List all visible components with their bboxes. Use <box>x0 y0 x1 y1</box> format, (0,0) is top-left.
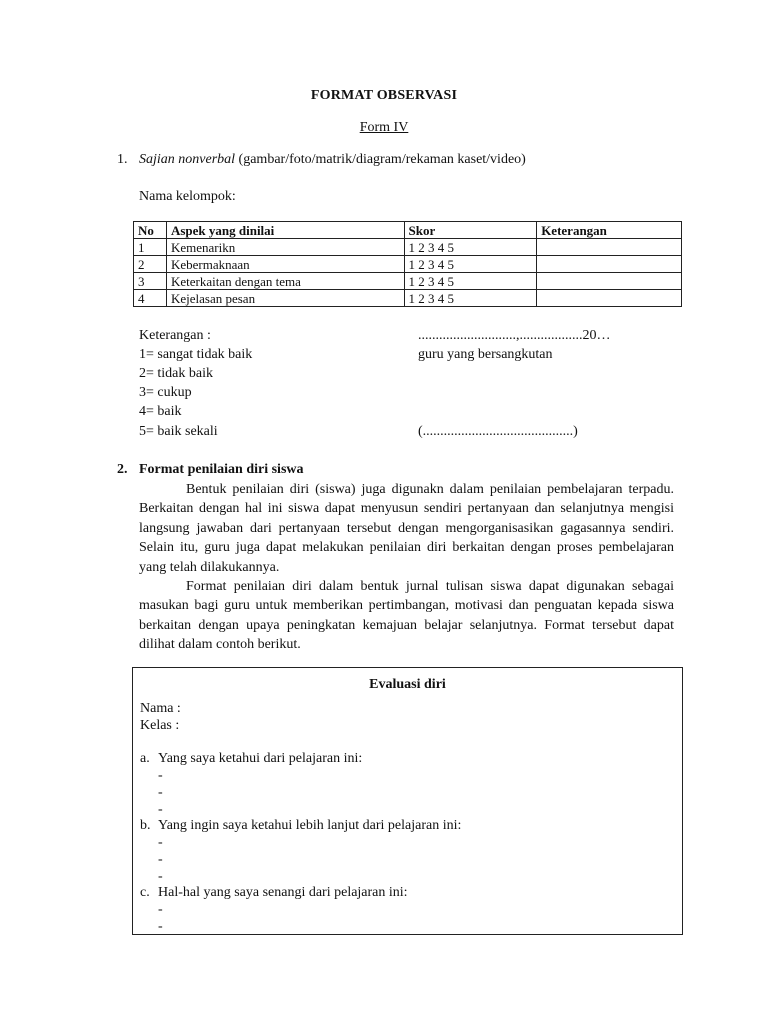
self-evaluation-box <box>132 667 683 935</box>
table-row <box>134 273 682 290</box>
date-line: ............................,..................20… <box>418 328 611 343</box>
answer-dash: - <box>158 835 163 850</box>
answer-dash: - <box>158 768 163 783</box>
row-score: 1 2 3 4 5 <box>404 273 537 290</box>
question-letter: c. <box>140 885 150 900</box>
table-row <box>134 239 682 256</box>
legend-item: 2= tidak baik <box>139 366 213 381</box>
row-aspect: Kemenarikn <box>166 239 404 256</box>
row-score: 1 2 3 4 5 <box>404 290 537 307</box>
teacher-label: guru yang bersangkutan <box>418 347 553 362</box>
legend-item: 3= cukup <box>139 385 192 400</box>
row-note <box>537 256 682 273</box>
question-letter: a. <box>140 751 150 766</box>
section-1-rest: (gambar/foto/matrik/diagram/rekaman kaset/video) <box>235 152 526 167</box>
answer-dash: - <box>158 802 163 817</box>
answer-dash: - <box>158 902 163 917</box>
section-1-number: 1. <box>117 152 128 167</box>
section-2-number: 2. <box>117 462 128 477</box>
class-field-label: Kelas : <box>140 718 180 733</box>
evaluation-title: Evaluasi diri <box>369 677 446 692</box>
question-text: Hal-hal yang saya senangi dari pelajaran ini: <box>158 885 408 900</box>
question-text: Yang ingin saya ketahui lebih lanjut dari pelajaran ini: <box>158 818 462 833</box>
paragraph-1-text: Bentuk penilaian diri (siswa) juga digunakn dalam penilaian pembelajaran terpadu. Berkaitan dengan hal ini siswa dapat menyusun sendiri pertanyaan dan selanjutnya mengisi langsung jawaban dari pertanyaan tersebut dengan mengorganisasikan gagasannya sendiri. Selain itu, guru juga dapat melakukan penilaian diri berkaitan dengan proses pembelajaran yang telah dilakukannya. <box>139 482 674 575</box>
header-note: Keterangan <box>537 222 682 239</box>
legend-label: Keterangan : <box>139 328 211 343</box>
paragraph-1 <box>139 480 674 577</box>
row-note <box>537 290 682 307</box>
legend-item: 5= baik sekali <box>139 424 218 439</box>
group-name-label: Nama kelompok: <box>139 189 236 204</box>
form-subtitle: Form IV <box>359 120 409 135</box>
row-no: 3 <box>134 273 167 290</box>
answer-dash: - <box>158 785 163 800</box>
row-aspect: Keterkaitan dengan tema <box>166 273 404 290</box>
answer-dash: - <box>158 919 163 934</box>
row-aspect: Kebermaknaan <box>166 256 404 273</box>
row-no: 2 <box>134 256 167 273</box>
signature-line: (...........................................) <box>418 424 578 439</box>
row-note <box>537 273 682 290</box>
question-text: Yang saya ketahui dari pelajaran ini: <box>158 751 363 766</box>
document-title: FORMAT OBSERVASI <box>310 88 458 103</box>
row-note <box>537 239 682 256</box>
table-row <box>134 290 682 307</box>
paragraph-2-text: Format penilaian diri dalam bentuk jurnal tulisan siswa dapat digunakan sebagai masukan bagi guru untuk memberikan pertimbangan, motivasi dan penguatan kepada siswa berkaitan dengan upaya peningkatan kemajuan belajar selanjutnya. Format tersebut dapat dilihat dalam contoh berikut. <box>139 579 674 653</box>
answer-dash: - <box>158 869 163 884</box>
table-header-row <box>134 222 682 239</box>
row-score: 1 2 3 4 5 <box>404 239 537 256</box>
score-table <box>133 221 682 307</box>
question-letter: b. <box>140 818 151 833</box>
answer-dash: - <box>158 852 163 867</box>
section-2-heading: Format penilaian diri siswa <box>139 462 304 477</box>
row-score: 1 2 3 4 5 <box>404 256 537 273</box>
header-aspect: Aspek yang dinilai <box>166 222 404 239</box>
paragraph-2 <box>139 577 674 655</box>
legend-item: 4= baik <box>139 404 182 419</box>
row-no: 4 <box>134 290 167 307</box>
table-row <box>134 256 682 273</box>
legend-item: 1= sangat tidak baik <box>139 347 253 362</box>
row-aspect: Kejelasan pesan <box>166 290 404 307</box>
header-score: Skor <box>404 222 537 239</box>
row-no: 1 <box>134 239 167 256</box>
section-1-heading <box>139 153 526 167</box>
section-1-italic: Sajian nonverbal <box>139 152 236 167</box>
name-field-label: Nama : <box>140 701 181 716</box>
header-no: No <box>134 222 167 239</box>
